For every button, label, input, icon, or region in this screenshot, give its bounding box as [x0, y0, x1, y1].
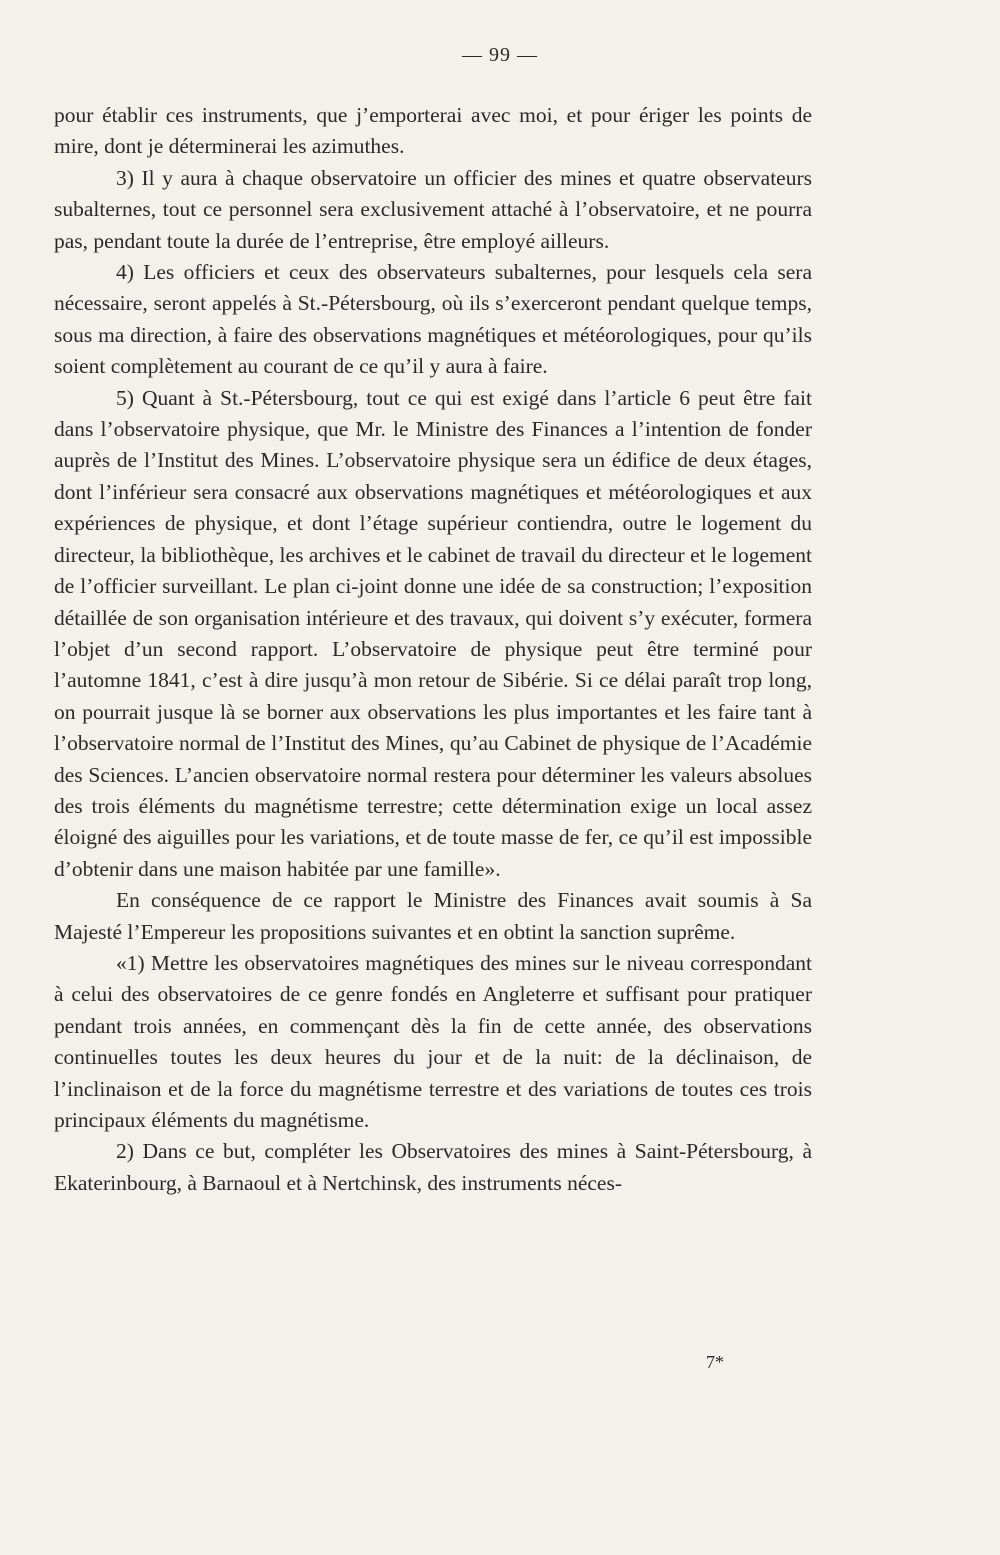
paragraph-consequence: En conséquence de ce rapport le Ministre des Finances avait soumis à Sa Majesté l’Empereur les propositions suivantes et en obtint la sanction suprême. [54, 888, 812, 944]
paragraph-proposal-2: 2) Dans ce but, compléter les Observatoires des mines à Saint-Pétersbourg, à Ekaterinbourg, à Barnaoul et à Nertchinsk, des instruments néces- [54, 1139, 812, 1195]
page-number: — 99 — [462, 44, 538, 66]
paragraph-item-5: 5) Quant à St.-Pétersbourg, tout ce qui est exigé dans l’article 6 peut être fait dans l’observatoire physique, que Mr. le Ministre des Finances a l’intention de fonder auprès de l’Institut des Mines. L’observatoire physique sera un édifice de deux étages, dont l’inférieur sera consacré aux observations magnétiques et météorologiques et aux expériences de physique, et dont l’étage supérieur contiendra, outre le logement du directeur, la bibliothèque, les archives et le cabinet de travail du directeur et le logement de l’officier surveillant. Le plan ci-joint donne une idée de sa construction; l’exposition détaillée de son organisation intérieure et des travaux, qui doivent s’y exécuter, formera l’objet d’un second rapport. L’observatoire de physique peut être terminé pour l’automne 1841, c’est à dire jusqu’à mon retour de Sibérie. Si ce délai paraît trop long, on pourrait jusque là se borner aux observations les plus importantes et les faire tant à l’observatoire normal de l’Institut des Mines, qu’au Cabinet de physique de l’Académie des Sciences. L’ancien observatoire normal restera pour déterminer les valeurs absolues des trois éléments du magnétisme terrestre; cette détermination exige un local assez éloigné des aiguilles pour les variations, et de toute masse de fer, ce qu’il est impossible d’obtenir dans une maison habitée par une famille». [54, 385, 812, 881]
paragraph-continuation: pour établir ces instruments, que j’emporterai avec moi, et pour ériger les points de mire, dont je déterminerai les azimuthes. [54, 103, 812, 159]
paragraph-item-4: 4) Les officiers et ceux des observateurs subalternes, pour lesquels cela sera nécessaire, seront appelés à St.-Pétersbourg, où ils s’exerceront pendant quelque temps, sous ma direction, à faire des observations magnétiques et météorologiques, pour qu’ils soient complètement au courant de ce qu’il y aura à faire. [54, 260, 812, 379]
signature-mark: 7* [706, 1352, 724, 1372]
body-text [54, 100, 812, 1199]
paragraph-proposal-1: «1) Mettre les observatoires magnétiques des mines sur le niveau correspondant à celui des observatoires de ce genre fondés en Angleterre et suffisant pour pratiquer pendant trois années, en commençant dès la fin de cette année, des observations continuelles toutes les deux heures du jour et de la nuit: de la déclinaison, de l’inclinaison et de la force du magnétisme terrestre et des variations de toutes ces trois principaux éléments du magnétisme. [54, 950, 812, 1132]
paragraph-item-3: 3) Il y aura à chaque observatoire un officier des mines et quatre observateurs subalternes, tout ce personnel sera exclusivement attaché à l’observatoire, et ne pourra pas, pendant toute la durée de l’entreprise, être employé ailleurs. [54, 165, 812, 253]
